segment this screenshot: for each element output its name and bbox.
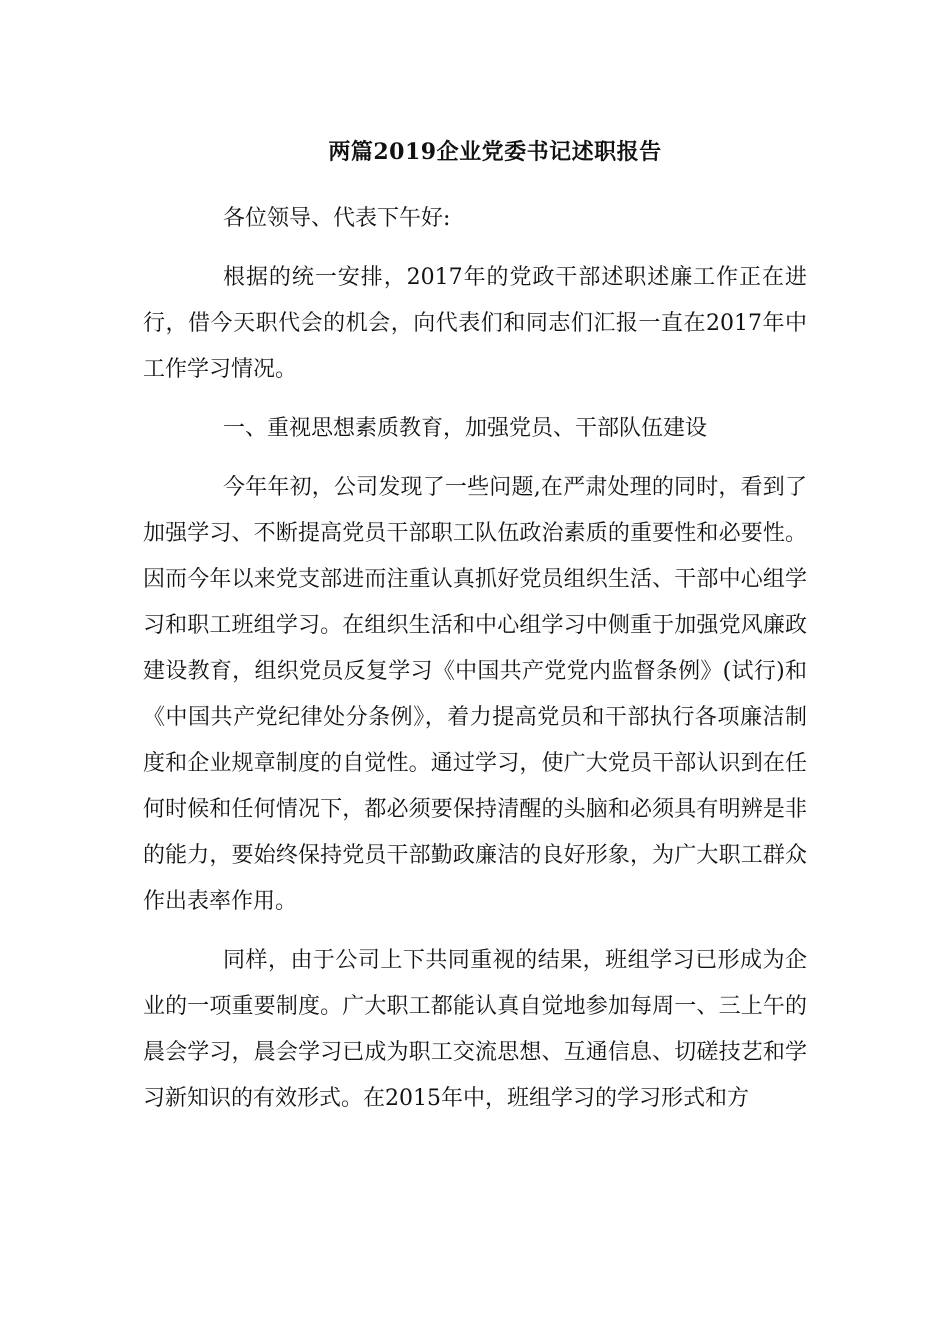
body-paragraph: 同样，由于公司上下共同重视的结果，班组学习已形成为企业的一项重要制度。广大职工都能认真自觉地参加每周一、三上午的晨会学习，晨会学习已成为职工交流思想、互通信息、切磋技艺和学习新知识的有效形式。在2015年中，班组学习的学习形式和方 bbox=[143, 948, 807, 1111]
document-title: 两篇2019企业党委书记述职报告 bbox=[328, 139, 662, 165]
greeting-paragraph: 各位领导、代表下午好: bbox=[223, 206, 451, 231]
document-body bbox=[143, 196, 807, 1122]
intro-paragraph: 根据的统一安排，2017年的党政干部述职述廉工作正在进行，借今天职代会的机会，向代表们和同志们汇报一直在2017年中工作学习情况。 bbox=[143, 265, 807, 382]
section-heading: 一、重视思想素质教育，加强党员、干部队伍建设 bbox=[223, 416, 708, 441]
body-paragraph: 今年年初，公司发现了一些问题,在严肃处理的同时，看到了加强学习、不断提高党员干部职工队伍政治素质的重要性和必要性。因而今年以来党支部进而注重认真抓好党员组织生活、干部中心组学习和职工班组学习。在组织生活和中心组学习中侧重于加强党风廉政建设教育，组织党员反复学习《中国共产党党内监督条例》(试行)和《中国共产党纪律处分条例》，着力提高党员和干部执行各项廉洁制度和企业规章制度的自觉性。通过学习，使广大党员干部认识到在任何时候和任何情况下，都必须要保持清醒的头脑和必须具有明辨是非的能力，要始终保持党员干部勤政廉洁的良好形象，为广大职工群众作出表率作用。 bbox=[143, 475, 807, 914]
